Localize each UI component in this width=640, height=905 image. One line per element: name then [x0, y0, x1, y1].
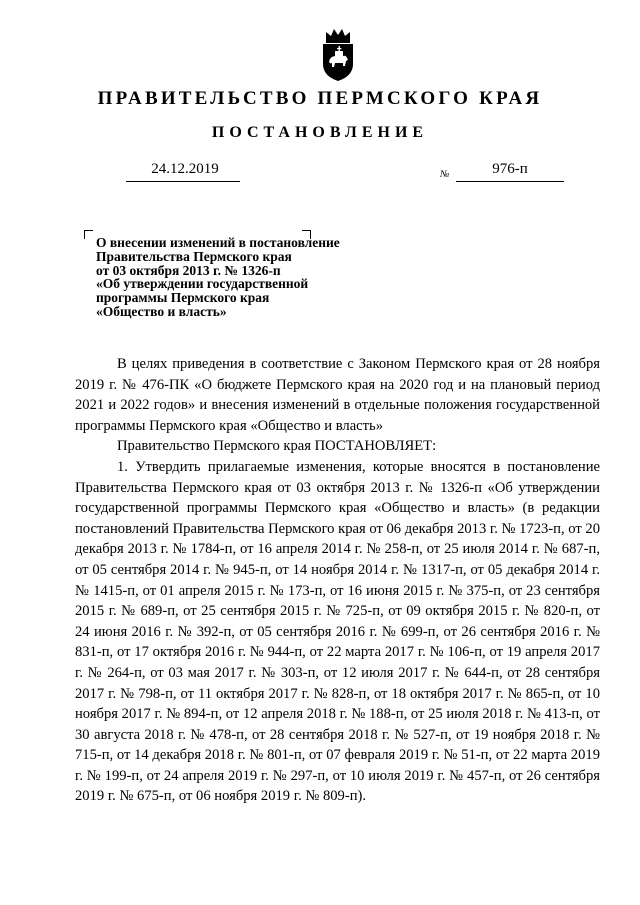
item-1-paragraph: 1. Утвердить прилагаемые изменения, которые вносятся в постановление Правительства Пермского края от 03 октября 2013 г. № 1326-п «Об утверждении государственной программы Пермского края «Общество и власть» (в редакции постановлений Правительства Пермского края от 06 декабря 2013 г. № 1723-п, от 20 декабря 2013 г. № 1784-п, от 16 апреля 2014 г. № 258-п, от 25 июля 2014 г. № 687-п, от 05 сентября 2014 г. № 945-п, от 14 ноября 2014 г. № 1317-п, от 05 декабря 2014 г. № 1415-п, от 01 апреля 2015 г. № 173-п, от 16 июня 2015 г. № 375-п, от 23 сентября 2015 г. № 689-п, от 25 сентября 2015 г. № 725-п, от 09 октября 2015 г. № 820-п, от 24 июня 2016 г. № 392-п, от 05 сентября 2016 г. № 699-п, от 26 сентября 2016 г. № 831-п, от 17 октября 2016 г. № 944-п, от 22 марта 2017 г. № 106-п, от 19 апреля 2017 г. № 264-п, от 03 мая 2017 г. № 303-п, от 12 июля 2017 г. № 644-п, от 28 сентября 2017 г. № 798-п, от 11 октября 2017 г. № 828-п, от 18 октября 2017 г. № 865-п, от 10 ноября 2017 г. № 894-п, от 12 апреля 2018 г. № 188-п, от 25 июля 2018 г. № 413-п, от 30 августа 2018 г. № 478-п, от 28 сентября 2018 г. № 527-п, от 19 ноября 2018 г. № 715-п, от 14 декабря 2018 г. № 801-п, от 07 февраля 2019 г. № 51-п, от 22 марта 2019 г. № 199-п, от 24 апреля 2019 г. № 297-п, от 10 июля 2019 г. № 457-п, от 26 сентября 2019 г. № 675-п, от 06 ноября 2019 г. № 809-п). — [75, 458, 600, 805]
date-underline — [126, 181, 240, 182]
number-underline — [456, 181, 564, 182]
subject-line: «Об утверждении государственной — [96, 276, 309, 292]
subject-line: О внесении изменений в постановление — [96, 235, 340, 250]
document-subject — [96, 236, 396, 319]
document-date: 24.12.2019 — [151, 161, 219, 177]
subject-line: от 03 октября 2013 г. № 1326-п — [96, 262, 281, 278]
document-body — [75, 354, 600, 807]
preamble-paragraph: В целях приведения в соответствие с Законом Пермского края от 28 ноября 2019 г. № 476-ПК «О бюджете Пермского края на 2020 год и на плановый период 2021 и 2022 годов» и внесения изменений в отдельные положения государственной программы Пермского края «Общество и власть» — [75, 356, 600, 434]
government-title: ПРАВИТЕЛЬСТВО ПЕРМСКОГО КРАЯ — [97, 88, 543, 109]
document-type: ПОСТАНОВЛЕНИЕ — [211, 124, 429, 141]
perm-krai-coat-of-arms-icon — [318, 26, 358, 82]
decree-line: Правительство Пермского края ПОСТАНОВЛЯЕТ: — [117, 438, 437, 455]
subject-corner-left — [84, 230, 93, 239]
subject-line: «Общество и власть» — [96, 303, 227, 319]
subject-line: программы Пермского края — [96, 290, 270, 306]
number-label: № — [440, 169, 450, 180]
document-number: 976-п — [492, 161, 528, 177]
subject-line: Правительства Пермского края — [96, 248, 292, 264]
